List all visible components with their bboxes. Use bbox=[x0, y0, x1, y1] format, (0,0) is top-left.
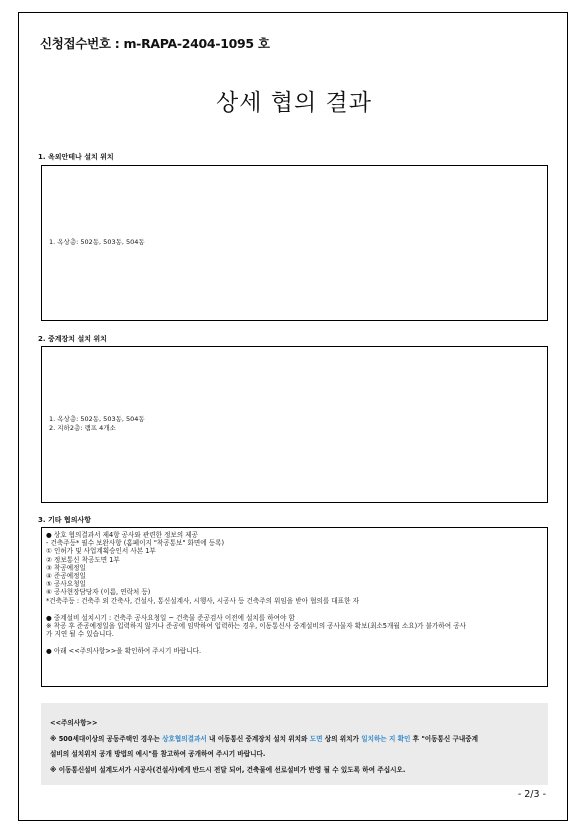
section1-heading: 1. 옥외안테나 설치 위치 bbox=[38, 153, 114, 161]
section3-heading: 3. 기타 협의사항 bbox=[38, 516, 91, 524]
caution-text: ※ 500세대이상의 공동주택인 경우는 bbox=[50, 734, 163, 743]
note-line: ① 인허가 및 사업계획승인서 사본 1부 bbox=[46, 547, 156, 556]
section1-content: 1. 옥상층: 502동, 503동, 504동 bbox=[49, 238, 145, 246]
section2-content bbox=[49, 415, 145, 433]
section2-heading: 2. 중계장치 설치 위치 bbox=[38, 335, 107, 343]
note-line: - 건축주등* 필수 보완사항 (홈페이지 "착공통보" 화면에 등록) bbox=[46, 539, 225, 548]
caution-line2: 설비의 설치위치 공개 방법의 예시"를 참고하여 공개하여 주시기 바랍니다. bbox=[50, 750, 266, 758]
note-line: ※ 착공 후 준공예정일을 입력하지 않거나 준공에 임박하여 입력하는 경우, 이동통신사 중계설비의 공사물자 확보(최소5개월 소요)가 불가하여 공사 bbox=[46, 622, 466, 631]
caution-line3: ※ 이동통신설비 설계도서가 시공사(건설사)에게 반드시 전달 되어, 건축물에 선로설비가 반영 될 수 있도록 하여 주십시오. bbox=[50, 765, 406, 774]
caution-line1 bbox=[50, 732, 478, 748]
note-line: ● 상호 협의결과서 제4항 공사와 관련한 정보의 제공 bbox=[46, 531, 199, 539]
caution-text: 후 "이동통신 구내중계 bbox=[410, 734, 479, 743]
note-line: ② 정보통신 착공도면 1부 bbox=[46, 555, 120, 564]
note-line: ④ 준공예정일 bbox=[46, 572, 86, 581]
page-title: 상세 협의 결과 bbox=[216, 90, 372, 116]
caution-highlight: 일치하는 지 확인 bbox=[361, 734, 411, 743]
section3-notes bbox=[46, 531, 466, 656]
note-line: ● 중계설비 설치시기 : 건축주 공사요청일 ~ 건축물 준공검사 이전에 설치를 하여야 함 bbox=[46, 613, 295, 622]
caution-text: 내 이동통신 중계장치 설치 위치와 bbox=[206, 734, 310, 743]
caution-box bbox=[41, 703, 548, 785]
note-line: *건축주등 : 건축주 외 간축사, 건설사, 통신설계사, 시행사, 시공사 등 건축주의 위임을 받아 협의를 대표한 자 bbox=[46, 596, 359, 605]
section2-box bbox=[41, 346, 548, 503]
note-line: ③ 착공예정일 bbox=[46, 563, 86, 572]
note-line: 가 지연 될 수 있습니다. bbox=[46, 630, 114, 639]
page-number: - 2/3 - bbox=[517, 789, 546, 800]
application-number: 신청접수번호 : m-RAPA-2404-1095 호 bbox=[40, 36, 270, 51]
note-line: ⑥ 공사현장담당자 (이름, 연락처 등) bbox=[46, 588, 151, 597]
section2-line1: 1. 옥상층: 502동, 503동, 504동 bbox=[49, 415, 145, 423]
caution-text: 상의 위치가 bbox=[322, 734, 362, 743]
caution-content bbox=[50, 716, 478, 778]
note-line: ● 아래 <<주의사항>>을 확인하여 주시기 바랍니다. bbox=[46, 647, 202, 656]
caution-highlight: 상호협의결과서 bbox=[162, 734, 207, 743]
section2-line2: 2. 지하2층: 램프 4개소 bbox=[49, 424, 116, 432]
caution-heading: <<주의사항>> bbox=[50, 719, 98, 727]
section1-box bbox=[41, 165, 548, 321]
caution-highlight: 도면 bbox=[309, 734, 323, 743]
note-line: ⑤ 공사요청일 bbox=[46, 580, 86, 589]
